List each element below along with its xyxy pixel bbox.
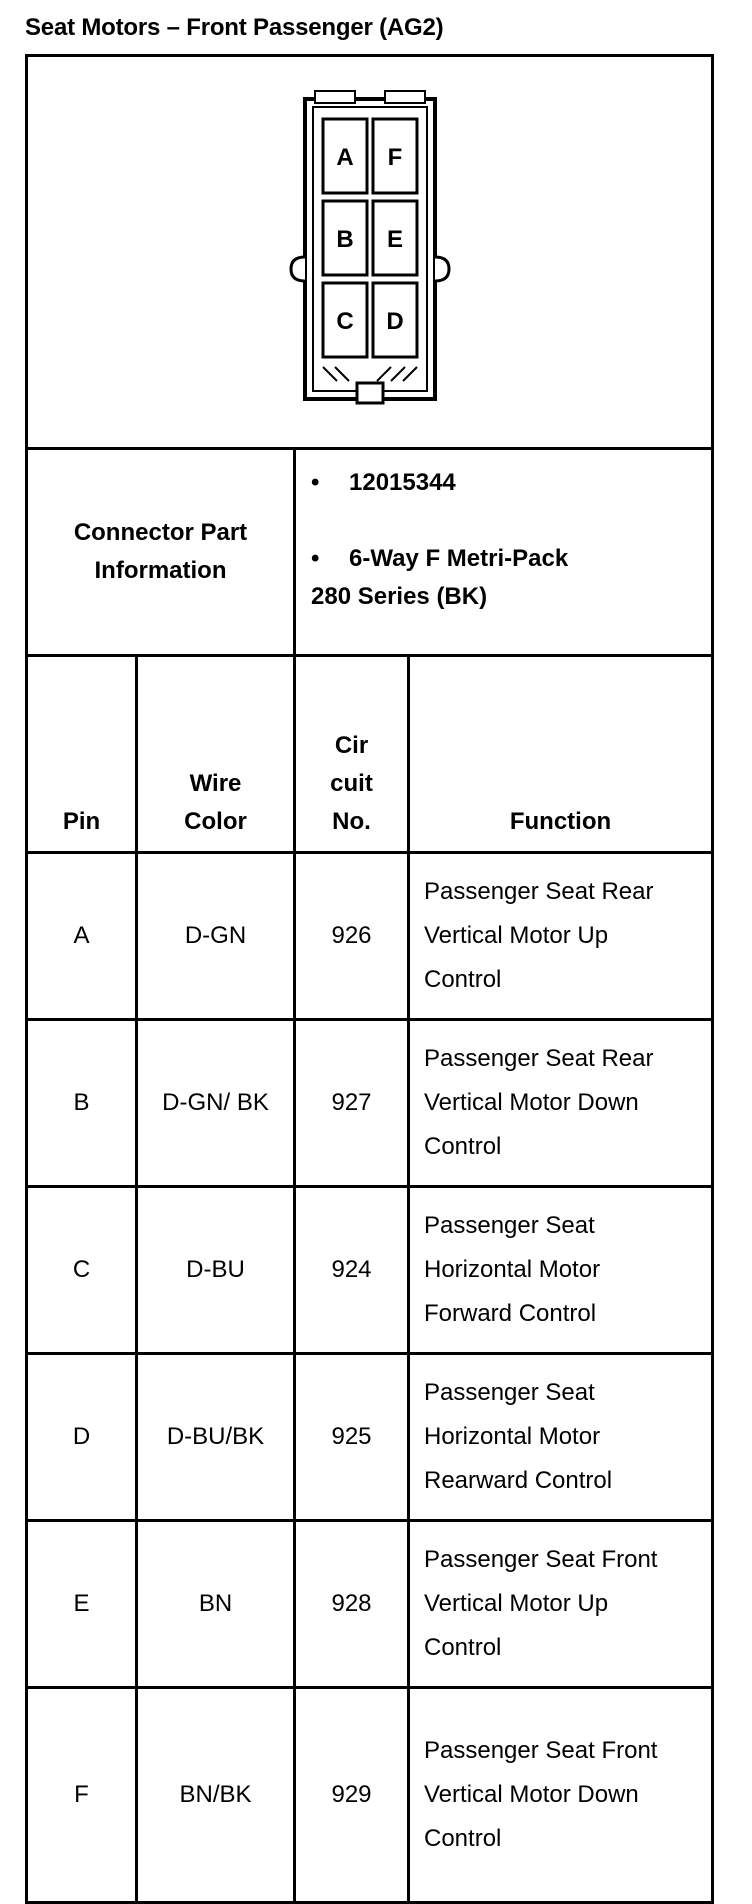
wire-color-cell: BN xyxy=(137,1521,295,1688)
header-pin: Pin xyxy=(27,656,137,853)
bullet: • xyxy=(311,469,320,496)
function-cell: Passenger Seat Front Vertical Motor Down Control xyxy=(409,1688,713,1903)
part-number: 12015344 xyxy=(349,469,456,496)
header-row xyxy=(27,656,713,853)
pin-label-e: E xyxy=(386,226,403,253)
circuit-cell: 927 xyxy=(295,1020,409,1187)
part-info-row xyxy=(27,449,713,656)
function-cell: Passenger Seat Front Vertical Motor Up Control xyxy=(409,1521,713,1688)
function-cell: Passenger Seat Horizontal Motor Rearward Control xyxy=(409,1354,713,1521)
table-row xyxy=(27,1688,713,1903)
pin-label-f: F xyxy=(387,144,402,171)
function-cell: Passenger Seat Horizontal Motor Forward Control xyxy=(409,1187,713,1354)
header-circuit: Cir cuit No. xyxy=(295,656,409,853)
header-wire-color: Wire Color xyxy=(137,656,295,853)
table-row xyxy=(27,853,713,1020)
circuit-cell: 924 xyxy=(295,1187,409,1354)
table-row xyxy=(27,1354,713,1521)
pin-cell: A xyxy=(27,853,137,1020)
header-function: Function xyxy=(409,656,713,853)
part-info-value xyxy=(295,449,713,656)
pin-label-c: C xyxy=(335,308,354,335)
connector-description: 6-Way F Metri-Pack 280 Series (BK) xyxy=(311,545,569,610)
wire-color-cell: D-GN/ BK xyxy=(137,1020,295,1187)
wire-color-cell: D-GN xyxy=(137,853,295,1020)
connector-table xyxy=(25,54,714,1904)
pin-cell: C xyxy=(27,1187,137,1354)
diagram-row xyxy=(27,56,713,449)
circuit-cell: 929 xyxy=(295,1688,409,1903)
bullet: • xyxy=(311,545,320,572)
wire-color-cell: D-BU xyxy=(137,1187,295,1354)
connector-diagram-cell xyxy=(27,56,713,449)
circuit-cell: 928 xyxy=(295,1521,409,1688)
pin-label-d: D xyxy=(385,308,404,335)
wire-color-cell: BN/BK xyxy=(137,1688,295,1903)
connector-diagram xyxy=(285,87,455,417)
circuit-cell: 926 xyxy=(295,853,409,1020)
part-info-label: Connector Part Information xyxy=(27,449,295,656)
pin-cell: E xyxy=(27,1521,137,1688)
page-title: Seat Motors – Front Passenger (AG2) xyxy=(25,14,444,41)
wire-color-cell: D-BU/BK xyxy=(137,1354,295,1521)
function-cell: Passenger Seat Rear Vertical Motor Up Control xyxy=(409,853,713,1020)
circuit-cell: 925 xyxy=(295,1354,409,1521)
pin-cell: B xyxy=(27,1020,137,1187)
pin-cell: D xyxy=(27,1354,137,1521)
table-row xyxy=(27,1521,713,1688)
pin-label-b: B xyxy=(335,226,354,253)
pin-cell: F xyxy=(27,1688,137,1903)
table-row xyxy=(27,1187,713,1354)
function-cell: Passenger Seat Rear Vertical Motor Down Control xyxy=(409,1020,713,1187)
table-row xyxy=(27,1020,713,1187)
pin-label-a: A xyxy=(335,144,354,171)
